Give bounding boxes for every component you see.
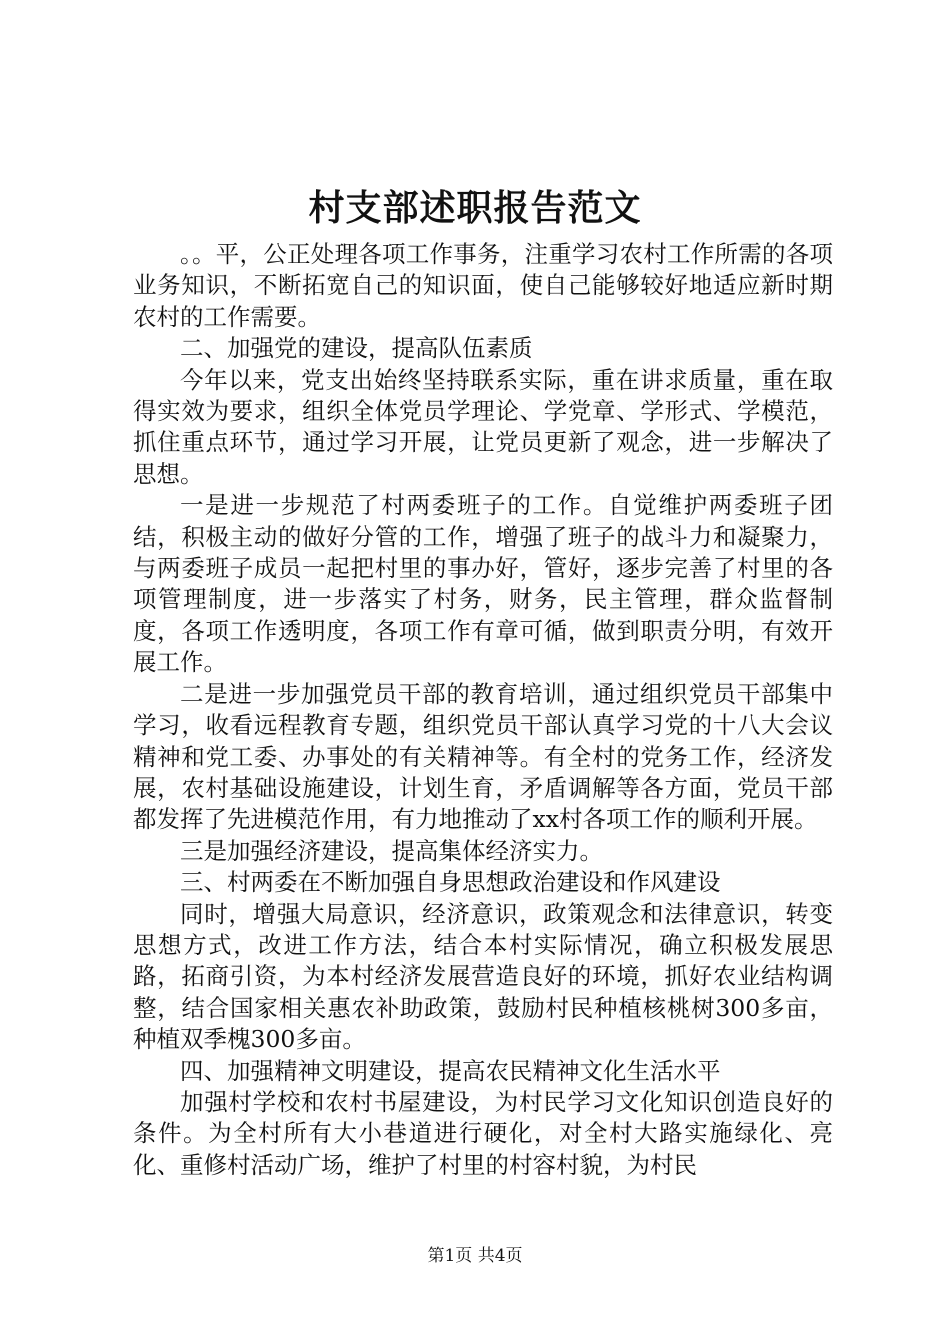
paragraph: 同时，增强大局意识，经济意识，政策观念和法律意识，转变思想方式，改进工作方法，结合本村实际情况，确立积极发展思路，拓商引资，为本村经济发展营造良好的环境，抓好农业结构调整，结合国家相关惠农补助政策，鼓励村民种植核桃树300多亩，种植双季槐300多亩。 [133,899,833,1054]
page-number-footer: 第1页 共4页 [427,1246,523,1266]
section-heading: 四、加强精神文明建设，提高农民精神文化生活水平 [180,1056,721,1085]
document-title: 村支部述职报告范文 [308,187,642,229]
paragraph: 加强村学校和农村书屋建设，为村民学习文化知识创造良好的条件。为全村所有大小巷道进行硬化，对全村大路实施绿化、亮化、重修村活动广场，维护了村里的村容村貌，为村民 [133,1087,833,1179]
section-heading: 三、村两委在不断加强自身思想政治建设和作风建设 [180,868,721,897]
section-heading: 二、加强党的建设，提高队伍素质 [180,334,533,363]
document-body [133,239,833,1181]
paragraph: 一是进一步规范了村两委班子的工作。自觉维护两委班子团结，积极主动的做好分管的工作，增强了班子的战斗力和凝聚力，与两委班子成员一起把村里的事办好，管好，逐步完善了村里的各项管理制度，进一步落实了村务，财务，民主管理，群众监督制度，各项工作透明度，各项工作有章可循，做到职责分明，有效开展工作。 [133,491,833,677]
paragraph: 三是加强经济建设，提高集体经济实力。 [180,836,603,865]
paragraph: 。。平，公正处理各项工作事务，注重学习农村工作所需的各项业务知识，不断拓宽自己的知识面，使自己能够较好地适应新时期农村的工作需要。 [133,240,833,331]
paragraph: 二是进一步加强党员干部的教育培训，通过组织党员干部集中学习，收看远程教育专题，组织党员干部认真学习党的十八大会议精神和党工委、办事处的有关精神等。有全村的党务工作，经济发展，农村基础设施建设，计划生育，矛盾调解等各方面，党员干部都发挥了先进模范作用，有力地推动了xx村各项工作的顺利开展。 [133,679,833,834]
paragraph: 今年以来，党支出始终坚持联系实际，重在讲求质量，重在取得实效为要求，组织全体党员学理论、学党章、学形式、学模范，抓住重点环节，通过学习开展，让党员更新了观念，进一步解决了思想。 [133,365,833,488]
